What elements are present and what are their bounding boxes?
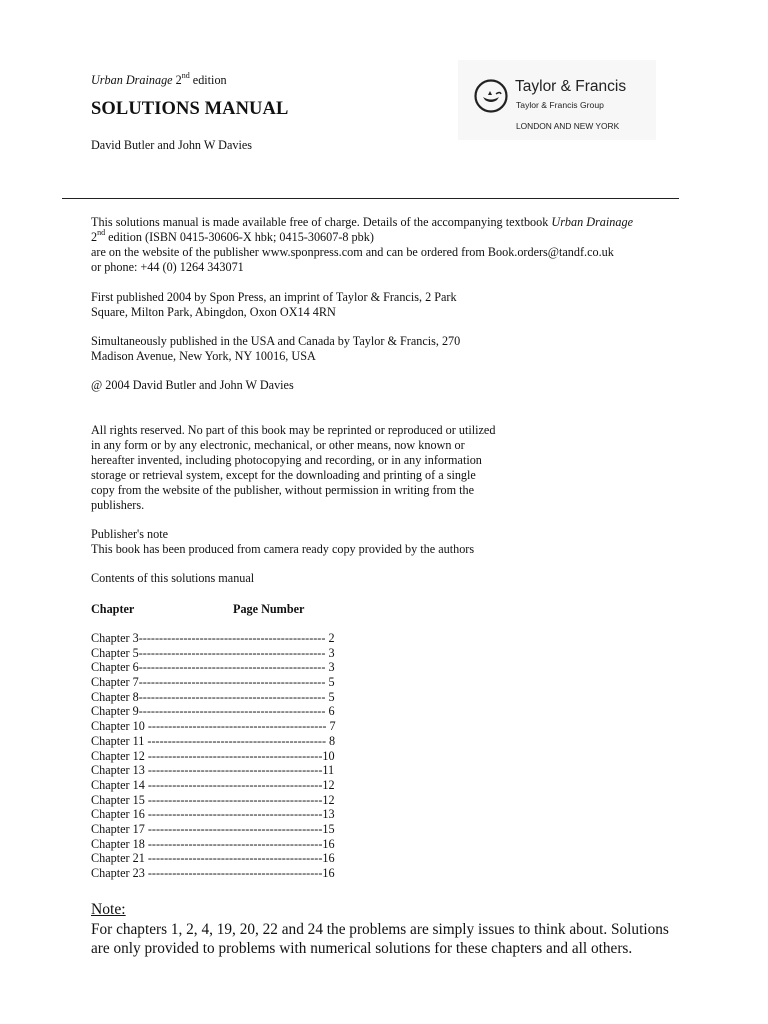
toc-page-number: 12 — [322, 777, 335, 792]
toc-leader: ---------------------------------------------- — [138, 704, 329, 719]
toc-leader: ------------------------------------------- — [144, 836, 323, 851]
toc-leader: ------------------------------------------- — [144, 748, 323, 763]
copyright-line: @ 2004 David Butler and John W Davies — [91, 378, 294, 392]
toc-page-number: 6 — [328, 704, 335, 719]
intro-line-1: This solutions manual is made available free of charge. Details of the accompanying textbook Urban Drainage — [91, 215, 633, 229]
toc-chapter-label: Chapter 17 — [91, 821, 145, 836]
toc-chapter-label: Chapter 13 — [91, 763, 145, 778]
toc-chapter-label: Chapter 21 — [91, 851, 145, 866]
intro-line-4: or phone: +44 (0) 1264 343071 — [91, 260, 244, 274]
toc-leader: ------------------------------------------- — [144, 777, 323, 792]
publisher-note-title: Publisher's note — [91, 527, 169, 541]
edition-text: edition — [192, 73, 227, 87]
toc-leader: ------------------------------------------- — [144, 851, 323, 866]
toc-page-number: 3 — [328, 660, 335, 675]
toc-page-number: 10 — [322, 748, 335, 763]
toc-leader: ------------------------------------------- — [144, 763, 323, 778]
header-divider — [62, 198, 679, 199]
toc-leader: ---------------------------------------------- — [138, 660, 329, 675]
toc-header-page: Page Number — [233, 602, 305, 616]
toc-page-number: 7 — [329, 719, 336, 734]
toc-page-number: 16 — [322, 866, 335, 880]
first-published-line-2: Square, Milton Park, Abingdon, Oxon OX14 4RN — [91, 305, 336, 319]
rights-line: All rights reserved. No part of this book may be reprinted or reproduced or utilized — [91, 423, 496, 437]
toc-chapter-label: Chapter 6 — [91, 660, 139, 675]
toc-chapter-label: Chapter 8 — [91, 689, 139, 704]
toc-page-number: 13 — [322, 807, 335, 822]
rights-line: in any form or by any electronic, mechanical, or other means, now known or — [91, 438, 465, 452]
toc-page-number: 16 — [322, 851, 335, 866]
note-title: Note: — [91, 901, 126, 918]
toc-page-number: 5 — [328, 675, 335, 690]
toc-row — [91, 660, 336, 675]
toc-chapter-label: Chapter 10 — [91, 719, 145, 734]
contents-label: Contents of this solutions manual — [91, 571, 255, 585]
toc-row — [91, 763, 336, 778]
manual-title: SOLUTIONS MANUAL — [91, 99, 289, 119]
rights-line: storage or retrieval system, except for the downloading and printing of a single — [91, 468, 476, 482]
toc-row — [91, 822, 336, 837]
toc-row — [91, 646, 336, 661]
toc-chapter-label: Chapter 18 — [91, 836, 145, 851]
toc-row — [91, 704, 336, 719]
toc-leader: -------------------------------------------- — [144, 719, 330, 734]
first-published-line-1: First published 2004 by Spon Press, an imprint of Taylor & Francis, 2 Park — [91, 290, 457, 304]
toc-leader: ---------------------------------------------- — [138, 631, 329, 645]
toc-row — [91, 675, 336, 690]
usa-published-line-1: Simultaneously published in the USA and Canada by Taylor & Francis, 270 — [91, 334, 461, 348]
toc-leader: ------------------------------------------- — [144, 821, 323, 836]
toc-leader: ------------------------------------------- — [144, 807, 323, 822]
toc-leader: ------------------------------------------- — [144, 792, 323, 807]
toc-row — [91, 690, 336, 705]
toc-page-number: 2 — [328, 631, 335, 645]
toc-row — [91, 734, 336, 749]
toc-chapter-label: Chapter 12 — [91, 748, 145, 763]
toc-page-number: 8 — [329, 733, 336, 748]
toc-row — [91, 851, 336, 866]
usa-published-line-2: Madison Avenue, New York, NY 10016, USA — [91, 349, 316, 363]
toc-row — [91, 807, 336, 822]
toc-page-number: 5 — [328, 689, 335, 704]
toc-row — [91, 749, 336, 764]
intro-line-3: are on the website of the publisher www.sponpress.com and can be ordered from Book.orders@tandf.co.uk — [91, 245, 614, 259]
logo-group: Taylor & Francis Group — [516, 100, 604, 110]
toc-page-number: 16 — [322, 836, 335, 851]
toc-leader: ------------------------------------------- — [144, 866, 323, 880]
toc-leader: -------------------------------------------- — [144, 733, 330, 748]
toc-leader: ---------------------------------------------- — [138, 689, 329, 704]
rights-line: publishers. — [91, 498, 145, 512]
toc-row — [91, 778, 336, 793]
publisher-note-text: This book has been produced from camera ready copy provided by the authors — [91, 542, 475, 556]
edition-sup: nd — [181, 71, 190, 80]
toc-row — [91, 837, 336, 852]
toc-row — [91, 719, 336, 734]
toc-leader: ---------------------------------------------- — [138, 675, 329, 690]
toc-row — [91, 793, 336, 808]
toc-chapter-label: Chapter 16 — [91, 807, 145, 822]
book-title: Urban Drainage 2nd edition — [91, 71, 227, 87]
rights-line: hereafter invented, including photocopying and recording, or in any information — [91, 453, 482, 467]
toc-chapter-label: Chapter 23 — [91, 866, 145, 880]
toc-page-number: 3 — [328, 645, 335, 660]
logo-city: LONDON AND NEW YORK — [516, 121, 620, 131]
toc-chapter-label: Chapter 11 — [91, 733, 145, 748]
toc-row — [91, 631, 336, 646]
toc-chapter-label: Chapter 7 — [91, 675, 139, 690]
toc-row — [91, 866, 336, 881]
toc-page-number: 12 — [322, 792, 335, 807]
toc-page-number: 15 — [322, 821, 335, 836]
logo-name: Taylor & Francis — [515, 78, 627, 95]
toc-chapter-label: Chapter 3 — [91, 631, 139, 645]
toc-chapter-label: Chapter 9 — [91, 704, 139, 719]
toc-header-chapter: Chapter — [91, 602, 135, 616]
lamp-icon — [474, 79, 508, 113]
toc-chapter-label: Chapter 14 — [91, 777, 145, 792]
rights-line: copy from the website of the publisher, without permission in writing from the — [91, 483, 475, 497]
toc-list — [91, 631, 336, 881]
toc-page-number: 11 — [322, 763, 335, 778]
note-text: For chapters 1, 2, 4, 19, 20, 22 and 24 the problems are simply issues to think about. Solutions are only provided to problems with numerical solutions for these chapters and all others. — [91, 921, 669, 957]
toc-chapter-label: Chapter 15 — [91, 792, 145, 807]
toc-chapter-label: Chapter 5 — [91, 645, 139, 660]
intro-book-title: Urban Drainage — [551, 215, 633, 229]
toc-leader: ---------------------------------------------- — [138, 645, 329, 660]
intro-line-2: 2nd edition (ISBN 0415-30606-X hbk; 0415-30607-8 pbk) — [91, 228, 374, 244]
authors: David Butler and John W Davies — [91, 138, 253, 152]
edition-number: 2 — [175, 73, 182, 87]
